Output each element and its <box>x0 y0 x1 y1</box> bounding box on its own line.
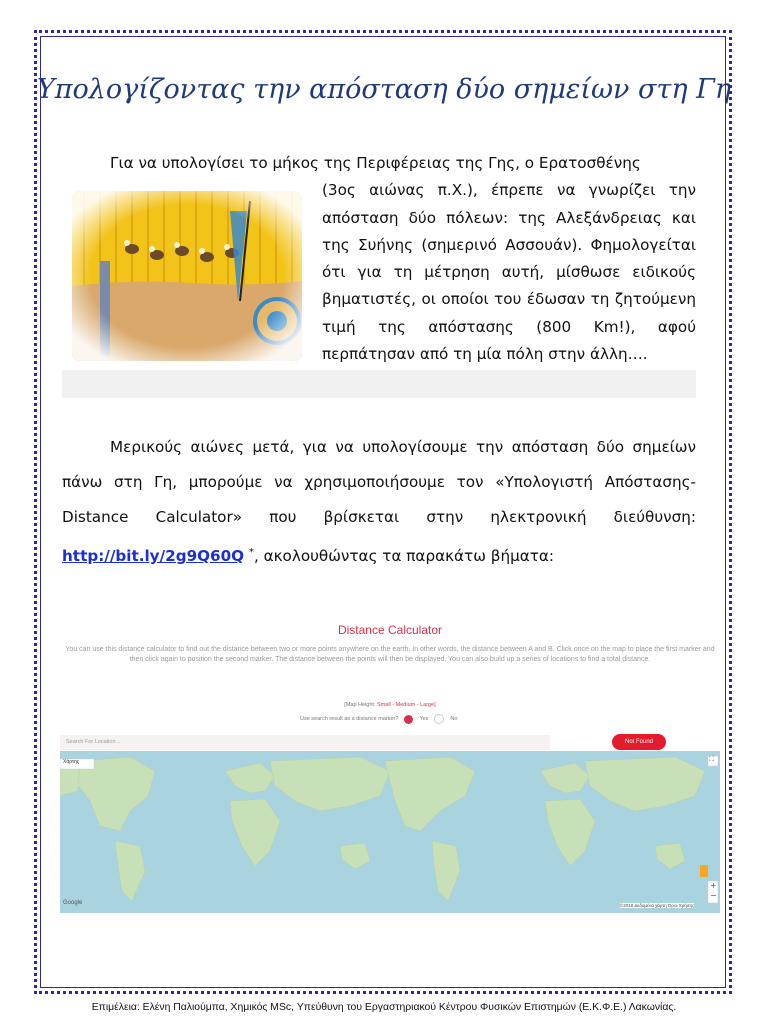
zoom-controls[interactable]: + − <box>710 881 717 900</box>
fullscreen-icon[interactable]: ⛶ <box>709 755 714 763</box>
eratosthenes-illustration <box>72 191 302 361</box>
map-attribution: ©2018 Δεδομένα χάρτη Όροι Χρήσης <box>620 903 695 908</box>
world-map[interactable] <box>60 751 720 913</box>
paragraph-text: Μερικούς αιώνες μετά, για να υπολογίσουμε την απόσταση δύο σημείων πάνω στη Γη, μπορούμε να χρησιμοποιήσουμε τον «Υπολογιστή Απόστασης-Distance Calculator» που βρίσκεται στην ηλεκτρονική διεύθυνση: <box>62 438 696 526</box>
not-found-button[interactable]: Not Found <box>612 734 666 750</box>
paragraph-distance-calculator <box>62 430 696 574</box>
distance-calculator-link[interactable]: http://bit.ly/2g9Q60Q <box>62 547 245 566</box>
calculator-description: You can use this distance calculator to find out the distance between two or more points anywhere on the earth. In other words, the distance between A and B. Click once on the map to place the first marker and then click again to position the second marker. The distance between the points will then be displayed. You can also build up a series of locations to find a total distance. <box>65 646 715 663</box>
map-type-dropdown[interactable]: Χάρτης <box>63 759 80 765</box>
use-search-label: Use search result as a distance marker? <box>300 716 399 722</box>
distance-calculator-screenshot <box>60 615 720 915</box>
paragraph-eratosthenes <box>62 150 696 368</box>
paragraph-body: (3ος αιώνας π.Χ.), έπρεπε να γνωρίζει την απόσταση δύο πόλεων: της Αλεξάνδρειας και της Συήνης (σημερινό Ασσουάν). Φημολογείται ότι για τη μέτρηση αυτή, μίσθωσε ειδικούς βηματιστές, οι οποίοι του έδωσαν τη ζητούμενη τιμή της απόστασης (800 Km!), αφού περπάτησαν από τη μία πόλη στην άλλη…. <box>322 181 696 364</box>
shaded-band <box>62 370 696 398</box>
no-radio[interactable] <box>434 714 444 724</box>
calculator-heading: Distance Calculator <box>337 623 443 637</box>
footer-credit: Επιμέλεια: Ελένη Παλιούμπα, Χημικός MSc, Υπεύθυνη του Εργαστηριακού Κέντρου Φυσικών Επιστημών (Ε.Κ.Φ.Ε.) Λακωνίας. <box>91 1002 677 1013</box>
yes-radio[interactable] <box>404 715 413 724</box>
map-height-selector <box>60 702 720 708</box>
map-height-options[interactable]: Small - Medium - Large] <box>377 702 436 708</box>
footnote-asterisk: * <box>248 547 254 558</box>
search-marker-option <box>300 714 457 724</box>
google-logo: Google <box>63 900 83 906</box>
no-label: No <box>450 716 458 722</box>
map-height-label: [Map Height: <box>344 702 376 708</box>
page-title: Υπολογίζοντας την απόσταση δύο σημείων στη Γη <box>36 74 731 105</box>
paragraph-tail: , ακολουθώντας τα παρακάτω βήματα: <box>253 547 555 566</box>
paragraph-first-line: Για να υπολογίσει το μήκος της Περιφέρειας της Γης, ο Ερατοσθένης <box>110 154 641 172</box>
yes-label: Yes <box>419 716 429 722</box>
search-location-input[interactable]: Search For Location .. <box>60 735 550 750</box>
